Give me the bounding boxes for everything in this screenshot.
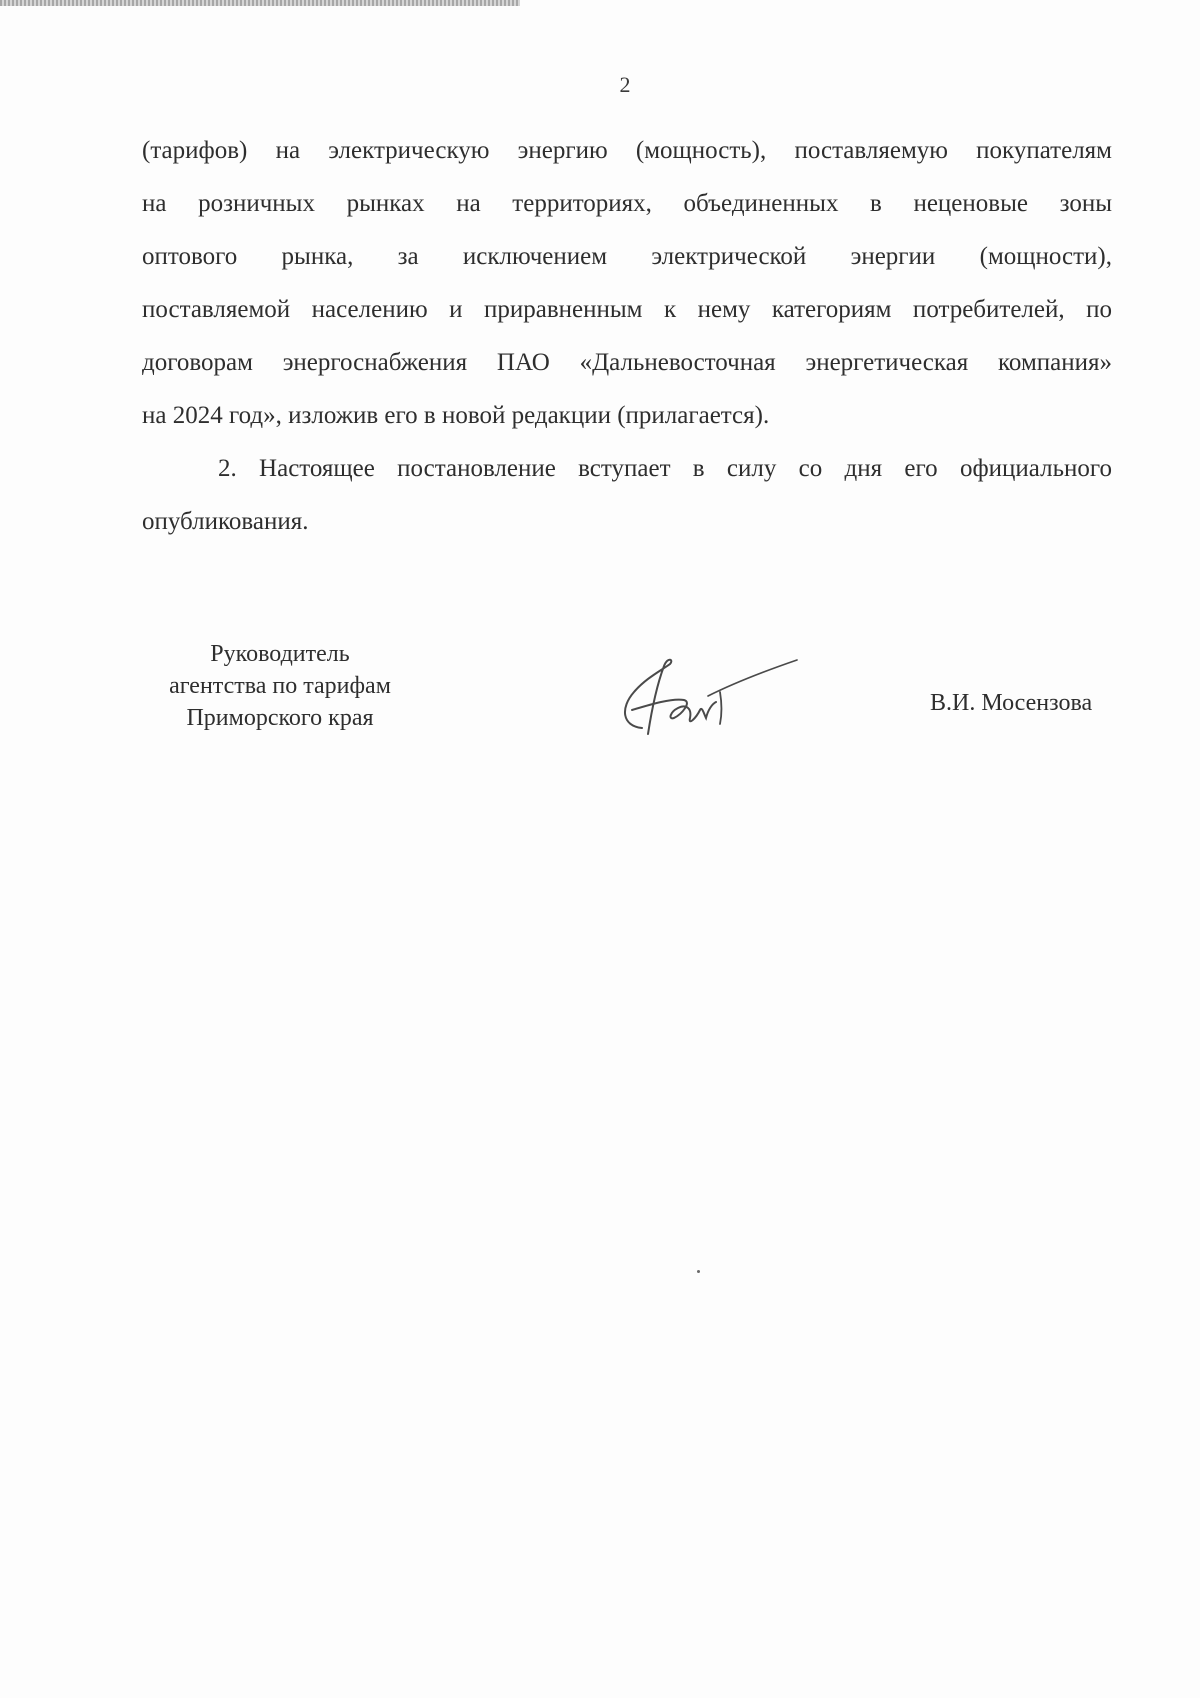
paragraph-1-line-5: договорам энергоснабжения ПАО «Дальневосточная энергетическая компания» xyxy=(142,349,1112,376)
signatory-title-line-1: Руководитель xyxy=(210,641,350,667)
handwritten-signature xyxy=(612,648,802,744)
signatory-title-line-3: Приморского края xyxy=(186,705,374,731)
scan-speck xyxy=(697,1270,700,1273)
paragraph-2-line-1: 2. Настоящее постановление вступает в силу со дня его официального xyxy=(218,455,1112,482)
page-number: 2 xyxy=(619,72,631,97)
paragraph-2-line-2: опубликования. xyxy=(142,508,309,535)
scan-edge-artifact xyxy=(0,0,520,6)
paragraph-1-line-2: на розничных рынках на территориях, объединенных в неценовые зоны xyxy=(142,190,1112,217)
paragraph-1-line-3: оптового рынка, за исключением электрической энергии (мощности), xyxy=(142,243,1112,270)
paragraph-1-line-1: (тарифов) на электрическую энергию (мощность), поставляемую покупателям xyxy=(142,137,1112,164)
body-text xyxy=(142,124,1112,548)
paragraph-1-line-4: поставляемой населению и приравненным к нему категориям потребителей, по xyxy=(142,296,1112,323)
paragraph-1-line-6: на 2024 год», изложив его в новой редакции (прилагается). xyxy=(142,402,770,429)
signer-name: В.И. Мосензова xyxy=(930,690,1093,716)
signatory-title xyxy=(140,638,420,734)
signatory-title-line-2: агентства по тарифам xyxy=(169,673,391,699)
